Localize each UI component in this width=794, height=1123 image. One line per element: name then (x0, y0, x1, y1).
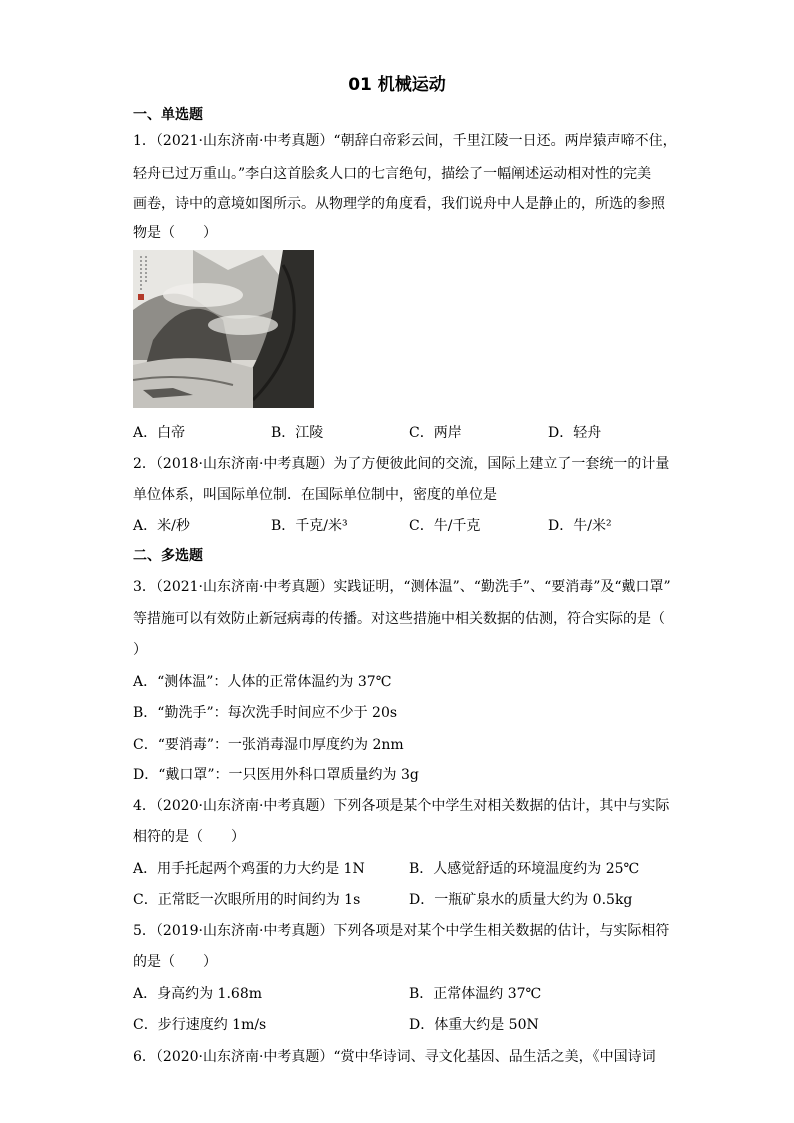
section-heading-multiple-choice: 二、多选题 (133, 548, 203, 564)
q2-option-b: B．千克/米³ (271, 518, 348, 534)
q5-line-2: 的是（ ） (133, 954, 217, 970)
q1-option-c: C．两岸 (409, 425, 462, 441)
q5-line-1: 5．（2019·山东济南·中考真题）下列各项是对某个中学生相关数据的估计，与实际相符 (133, 923, 670, 939)
q4-option-a: A．用手托起两个鸡蛋的力大约是 1N (133, 861, 365, 877)
q3-option-b: B．“勤洗手”：每次洗手时间应不少于 20s (133, 705, 398, 721)
q3-option-a: A．“测体温”：人体的正常体温约为 37℃ (133, 674, 392, 690)
q1-option-d: D．轻舟 (548, 425, 602, 441)
q2-line-2: 单位体系，叫国际单位制．在国际单位制中，密度的单位是 (133, 487, 497, 503)
q5-option-b: B．正常体温约 37℃ (409, 986, 542, 1002)
q5-option-c: C．步行速度约 1m/s (133, 1017, 267, 1033)
q4-option-d: D．一瓶矿泉水的质量大约为 0.5kg (409, 892, 633, 908)
q1-line-2: 轻舟已过万重山。”李白这首脍炙人口的七言绝句，描绘了一幅阐述运动相对性的完美 (133, 166, 652, 182)
q6-line-1: 6．（2020·山东济南·中考真题）“赏中华诗词、寻文化基因、品生活之美，《中国诗词 (133, 1049, 656, 1065)
q2-option-c: C．牛/千克 (409, 518, 481, 534)
q1-line-1: 1．（2021·山东济南·中考真题）“朝辞白帝彩云间，千里江陵一日还。两岸猿声啼不住， (133, 133, 677, 149)
q2-line-1: 2．（2018·山东济南·中考真题）为了方便彼此间的交流，国际上建立了一套统一的计量 (133, 456, 670, 472)
q3-line-2: 等措施可以有效防止新冠病毒的传播。对这些措施中相关数据的估测，符合实际的是（ (133, 611, 665, 627)
q4-line-2: 相符的是（ ） (133, 829, 245, 845)
q5-option-d: D．体重大约是 50N (409, 1017, 539, 1033)
q3-option-d: D．“戴口罩”：一只医用外科口罩质量约为 3g (133, 767, 419, 783)
landscape-painting-image (133, 250, 314, 408)
q1-line-3: 画卷，诗中的意境如图所示。从物理学的角度看，我们说舟中人是静止的，所选的参照 (133, 196, 665, 212)
q5-option-a: A．身高约为 1.68m (133, 986, 263, 1002)
q3-line-1: 3．（2021·山东济南·中考真题）实践证明，“测体温”、“勤洗手”、“要消毒”及“戴口罩” (133, 579, 671, 595)
q3-option-c: C．“要消毒”：一张消毒湿巾厚度约为 2nm (133, 737, 404, 753)
page-title: 01 机械运动 (348, 75, 446, 95)
q3-line-3: ） (133, 642, 147, 658)
q1-option-b: B．江陵 (271, 425, 324, 441)
section-heading-single-choice: 一、单选题 (133, 107, 203, 123)
q4-line-1: 4．（2020·山东济南·中考真题）下列各项是某个中学生对相关数据的估计，其中与实际 (133, 798, 670, 814)
q4-option-b: B．人感觉舒适的环境温度约为 25℃ (409, 861, 640, 877)
q2-option-d: D．牛/米² (548, 518, 612, 534)
q1-option-a: A．白帝 (133, 425, 186, 441)
q4-option-c: C．正常眨一次眼所用的时间约为 1s (133, 892, 361, 908)
q1-line-4: 物是（ ） (133, 225, 217, 241)
q2-option-a: A．米/秒 (133, 518, 190, 534)
